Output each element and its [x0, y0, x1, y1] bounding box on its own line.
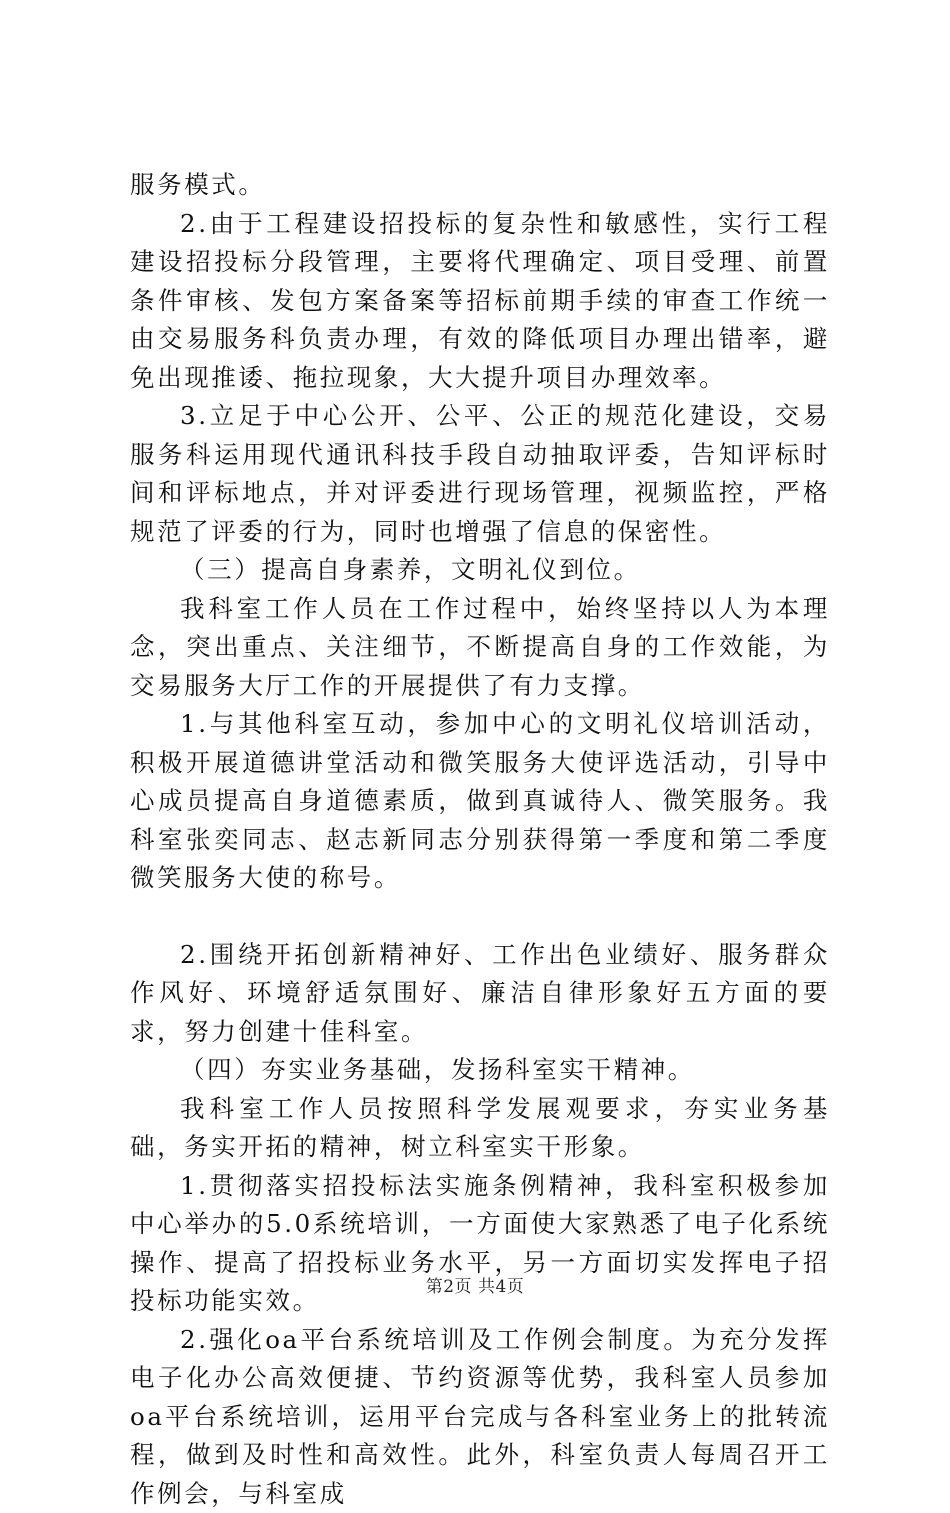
paragraph: 2.强化oa平台系统培训及工作例会制度。为充分发挥电子化办公高效便捷、节约资源等优势，我科室人员参加oa平台系统培训，运用平台完成与各科室业务上的批转流程，做到及时性和高效性。此外，科室负责人每周召开工作例会，与科室成 — [130, 1321, 830, 1513]
paragraph: 2.围绕开拓创新精神好、工作出色业绩好、服务群众作风好、环境舒适氛围好、廉洁自律形象好五方面的要求，努力创建十佳科室。 — [130, 936, 830, 1052]
paragraph: 我科室工作人员按照科学发展观要求，夯实业务基础，务实开拓的精神，树立科室实干形象。 — [130, 1090, 830, 1167]
paragraph: 我科室工作人员在工作过程中，始终坚持以人为本理念，突出重点、关注细节，不断提高自身的工作效能，为交易服务大厅工作的开展提供了有力支撑。 — [130, 590, 830, 706]
paragraph: 1.与其他科室互动，参加中心的文明礼仪培训活动，积极开展道德讲堂活动和微笑服务大使评选活动，引导中心成员提高自身道德素质，做到真诚待人、微笑服务。我科室张奕同志、赵志新同志分别获得第一季度和第二季度微笑服务大使的称号。 — [130, 705, 830, 898]
paragraph-gap — [130, 898, 830, 936]
paragraph: 3.立足于中心公开、公平、公正的规范化建设，交易服务科运用现代通讯科技手段自动抽取评委，告知评标时间和评标地点，并对评委进行现场管理，视频监控，严格规范了评委的行为，同时也增强了信息的保密性。 — [130, 397, 830, 551]
page-footer: 第2页 共4页 — [0, 1272, 950, 1297]
document-body — [130, 166, 830, 1513]
paragraph: 服务模式。 — [130, 166, 830, 205]
section-heading: （三）提高自身素养，文明礼仪到位。 — [130, 551, 830, 590]
paragraph: 1.贯彻落实招投标法实施条例精神，我科室积极参加中心举办的5.0系统培训，一方面使大家熟悉了电子化系统操作、提高了招投标业务水平，另一方面切实发挥电子招投标功能实效。 — [130, 1167, 830, 1321]
paragraph: 2.由于工程建设招投标的复杂性和敏感性，实行工程建设招投标分段管理，主要将代理确定、项目受理、前置条件审核、发包方案备案等招标前期手续的审查工作统一由交易服务科负责办理，有效的降低项目办理出错率，避免出现推诿、拖拉现象，大大提升项目办理效率。 — [130, 205, 830, 398]
section-heading: （四）夯实业务基础，发扬科室实干精神。 — [130, 1051, 830, 1090]
